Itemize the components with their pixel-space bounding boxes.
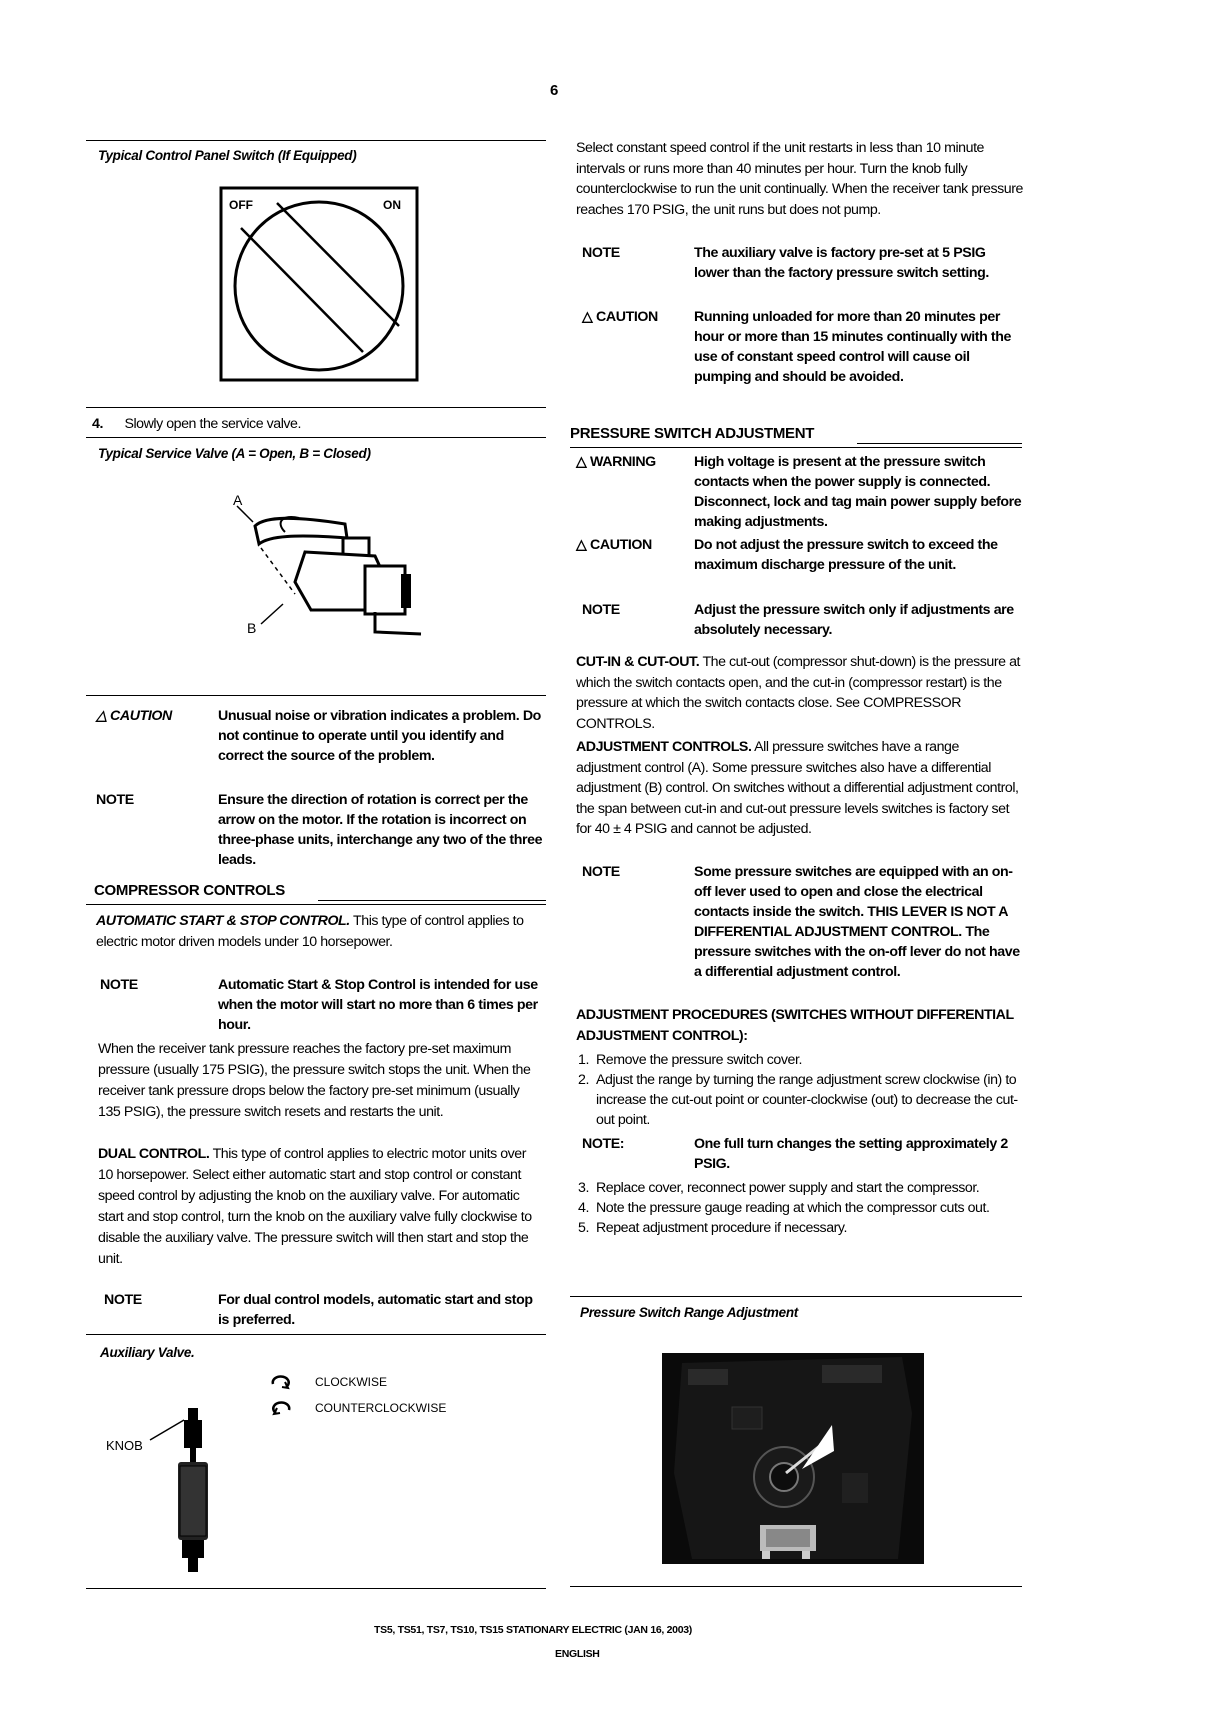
counterclockwise-icon xyxy=(270,1398,292,1418)
step-text: Remove the pressure switch cover. xyxy=(596,1052,802,1068)
divider xyxy=(86,437,546,438)
caution-text: Do not adjust the pressure switch to exceed the maximum discharge pressure of the unit. xyxy=(694,537,998,573)
pressure-switch-photo xyxy=(662,1353,924,1564)
divider xyxy=(86,140,546,141)
step-text: Note the pressure gauge reading at which the compressor cuts out. xyxy=(596,1200,990,1216)
procedure-list xyxy=(578,1050,1022,1130)
note-label: NOTE xyxy=(96,792,134,808)
figure-caption-pressure-switch: Pressure Switch Range Adjustment xyxy=(580,1305,798,1320)
step-number: 3. xyxy=(578,1180,589,1196)
note-auxiliary-preset xyxy=(582,243,1024,283)
footer-model-line: TS5, TS51, TS7, TS10, TS15 STATIONARY ELECTRIC (JAN 16, 2003) xyxy=(374,1624,692,1636)
run-in-heading: AUTOMATIC START & STOP CONTROL. xyxy=(96,913,350,929)
warning-label: △ WARNING xyxy=(576,454,656,470)
paragraph-cut-in-cut-out xyxy=(576,652,1024,734)
caution-label: △ CAUTION xyxy=(576,537,652,553)
note-start-stop xyxy=(100,975,544,1035)
paragraph-receiver-pressure: When the receiver tank pressure reaches the factory pre-set maximum pressure (usually 175 PSIG), the pressure switch stops the unit. When the receiver tank pressure drops below the factory pre-set minimum (usually 135 PSIG), the pressure switch resets and restarts the unit. xyxy=(98,1041,531,1120)
divider xyxy=(86,904,546,905)
clockwise-label: CLOCKWISE xyxy=(315,1375,388,1389)
paragraph-dual-control xyxy=(98,1144,544,1270)
paragraph-automatic-control xyxy=(96,911,544,953)
note-label: NOTE: xyxy=(582,1136,625,1152)
counterclockwise-label: COUNTERCLOCKWISE xyxy=(315,1401,447,1415)
step-number: 4. xyxy=(92,416,103,432)
step-text: Repeat adjustment procedure if necessary. xyxy=(596,1220,847,1236)
step-4 xyxy=(92,414,301,435)
divider xyxy=(86,1334,546,1335)
caution-label: △ CAUTION xyxy=(582,309,658,325)
note-dual-control xyxy=(104,1290,544,1330)
step-number: 5. xyxy=(578,1220,589,1236)
note-label: NOTE xyxy=(582,864,620,880)
divider xyxy=(570,1296,1022,1297)
note-text: The auxiliary valve is factory pre-set at 5 PSIG lower than the factory pressure switch setting. xyxy=(694,245,989,281)
note-rotation xyxy=(96,790,544,870)
step-number: 4. xyxy=(578,1200,589,1216)
warning-text: High voltage is present at the pressure switch contacts when the power supply is connected. Disconnect, lock and tag main power supply before making adjustments. xyxy=(694,454,1022,530)
caution-text: Unusual noise or vibration indicates a problem. Do not continue to operate until you identify and correct the source of the problem. xyxy=(218,708,541,764)
divider xyxy=(86,407,546,408)
list-item xyxy=(578,1218,1022,1238)
note-full-turn xyxy=(582,1134,1024,1174)
footer-language: ENGLISH xyxy=(555,1648,600,1660)
divider xyxy=(570,447,1022,448)
caution-noise xyxy=(96,706,544,766)
note-on-off-lever xyxy=(582,862,1024,982)
section-underline xyxy=(857,443,1022,444)
note-label: NOTE xyxy=(582,245,620,261)
valve-label-b: B xyxy=(247,620,257,636)
warning-high-voltage xyxy=(576,452,1024,532)
heading-adjustment-procedures: ADJUSTMENT PROCEDURES (SWITCHES WITHOUT DIFFERENTIAL ADJUSTMENT CONTROL): xyxy=(576,1007,1014,1044)
knob-label: KNOB xyxy=(106,1438,143,1453)
section-heading-pressure-switch: PRESSURE SWITCH ADJUSTMENT xyxy=(570,425,815,442)
service-valve-figure xyxy=(225,492,435,662)
caution-max-pressure xyxy=(576,535,1024,575)
figure-caption-service-valve: Typical Service Valve (A = Open, B = Closed) xyxy=(98,446,371,461)
divider xyxy=(86,1588,546,1589)
run-in-heading: DUAL CONTROL. xyxy=(98,1146,210,1162)
note-text: Adjust the pressure switch only if adjustments are absolutely necessary. xyxy=(694,602,1014,638)
paragraph-text: The cut-out (compressor shut-down) is the pressure at which the switch contacts open, and the cut-in (compressor restart) is the pressure at which the switch contacts close. See COMPRESSOR CONTROLS. xyxy=(576,654,1021,732)
list-item xyxy=(578,1050,1022,1070)
list-item xyxy=(578,1198,1022,1218)
caution-label: △ CAUTION xyxy=(96,708,172,724)
note-label: NOTE xyxy=(104,1292,142,1308)
run-in-heading: CUT-IN & CUT-OUT. xyxy=(576,654,700,670)
switch-on-label: ON xyxy=(383,198,401,212)
note-text: One full turn changes the setting approximately 2 PSIG. xyxy=(694,1136,1008,1172)
step-text: Adjust the range by turning the range adjustment screw clockwise (in) to increase the cut-out point or counter-clockwise (out) to decrease the cut-out point. xyxy=(596,1072,1018,1128)
paragraph-adjustment-controls xyxy=(576,737,1024,840)
list-item xyxy=(578,1070,1022,1130)
note-text: Automatic Start & Stop Control is intended for use when the motor will start no more than 6 times per hour. xyxy=(218,977,538,1033)
divider xyxy=(86,695,546,696)
note-text: For dual control models, automatic start and stop is preferred. xyxy=(218,1292,533,1328)
figure-caption-auxiliary-valve: Auxiliary Valve. xyxy=(100,1345,195,1360)
note-label: NOTE xyxy=(582,602,620,618)
auxiliary-valve-figure xyxy=(100,1400,240,1578)
note-text: Ensure the direction of rotation is correct per the arrow on the motor. If the rotation is incorrect on three-phase units, interchange any two of the three leads. xyxy=(218,792,543,868)
caution-text: Running unloaded for more than 20 minutes per hour or more than 15 minutes continually with the use of constant speed control will cause oil pumping and should be avoided. xyxy=(694,309,1011,385)
paragraph-text: This type of control applies to electric motor driven models under 10 horsepower. xyxy=(96,913,524,950)
section-underline xyxy=(318,900,546,901)
paragraph-text: All pressure switches have a range adjustment control (A). Some pressure switches also have a differential adjustment (B) control. On switches without a differential adjustment control, the span between cut-in and cut-out pressure levels switches is factory set for 40 ± 4 PSIG and cannot be adjusted. xyxy=(576,739,1019,837)
note-text: Some pressure switches are equipped with an on-off lever used to open and close the electrical contacts inside the switch. THIS LEVER IS NOT A DIFFERENTIAL ADJUSTMENT CONTROL. The pressure switches with the on-off lever do not have a differential adjustment control. xyxy=(694,864,1020,980)
step-text: Replace cover, reconnect power supply and start the compressor. xyxy=(596,1180,980,1196)
paragraph-text: This type of control applies to electric motor units over 10 horsepower. Select either automatic start and stop control or constant speed control by adjusting the knob on the auxiliary valve. For automatic start and stop control, turn the knob on the auxiliary valve fully clockwise to disable the auxiliary valve. The pressure switch will then start and stop the unit. xyxy=(98,1146,532,1267)
page-number: 6 xyxy=(550,82,559,99)
paragraph-constant-speed: Select constant speed control if the unit restarts in less than 10 minute intervals or runs more than 40 minutes per hour. Turn the knob fully counterclockwise to run the unit continually. When the receiver tank pressure reaches 170 PSIG, the unit runs but does not pump. xyxy=(576,140,1023,218)
run-in-heading: ADJUSTMENT CONTROLS. xyxy=(576,739,752,755)
note-label: NOTE xyxy=(100,977,138,993)
divider xyxy=(570,1586,1022,1587)
clockwise-icon xyxy=(270,1372,292,1392)
section-heading-compressor-controls: COMPRESSOR CONTROLS xyxy=(94,882,285,899)
step-text: Slowly open the service valve. xyxy=(124,416,301,432)
switch-off-label: OFF xyxy=(229,198,253,212)
list-item xyxy=(578,1178,1022,1198)
figure-caption-control-panel: Typical Control Panel Switch (If Equipped) xyxy=(98,148,357,163)
step-number: 1. xyxy=(578,1052,589,1068)
procedure-list-continued xyxy=(578,1178,1022,1238)
control-panel-switch-figure xyxy=(219,186,419,382)
note-adjust-only-if xyxy=(582,600,1024,640)
valve-label-a: A xyxy=(233,492,243,508)
step-number: 2. xyxy=(578,1072,589,1088)
caution-unloaded xyxy=(582,307,1024,387)
